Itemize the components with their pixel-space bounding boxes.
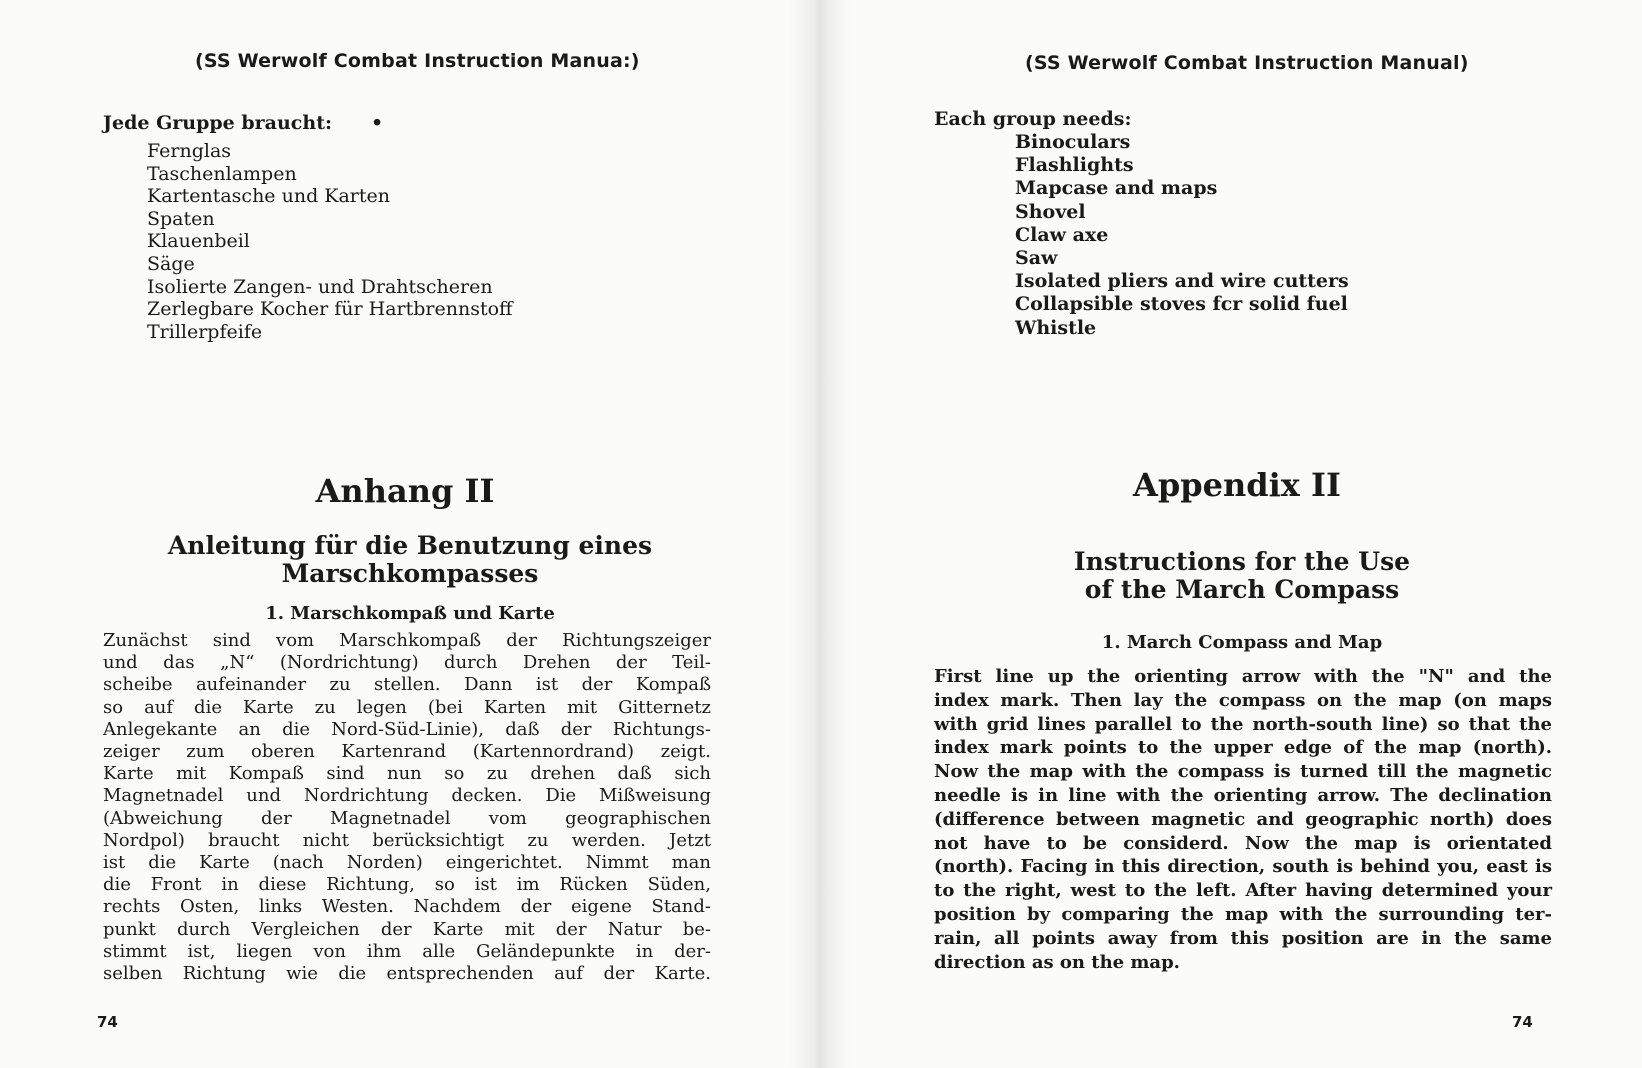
equipment-item: Isolated pliers and wire cutters: [1015, 270, 1349, 293]
needs-heading: Each group needs:: [934, 108, 1132, 130]
body-line: First line up the orienting arrow with the "N" and the: [934, 666, 1552, 687]
equipment-item: Whistle: [1015, 316, 1097, 339]
equipment-item: Claw axe: [1015, 223, 1109, 246]
body-line: rechts Osten, links Westen. Nachdem der eigene Stand-: [103, 896, 711, 918]
body-line: so auf die Karte zu legen (bei Karten mit Gitternetz: [103, 696, 711, 718]
body-line: Magnetnadel und Nordrichtung decken. Die Mißweisung: [103, 785, 711, 807]
needs-heading: Jede Gruppe braucht:: [103, 112, 332, 134]
equipment-item: Spaten: [147, 207, 215, 230]
body-line: (difference between magnetic and geographic north) does: [934, 808, 1552, 830]
body-line: Zunächst sind vom Marschkompaß der Richtungszeiger: [103, 630, 711, 651]
body-line: not have to be considerd. Now the map is orientated: [934, 832, 1552, 854]
body-line: Now the map with the compass is turned till the magnetic: [934, 761, 1552, 783]
appendix-title: Appendix II: [1133, 466, 1341, 504]
stray-mark: •: [371, 112, 384, 134]
subsection-title: 1. March Compass and Map: [1101, 632, 1383, 653]
equipment-item: Mapcase and maps: [1015, 177, 1218, 200]
section-title: [100, 532, 720, 588]
equipment-list: [147, 140, 513, 343]
equipment-item: Isolierte Zangen- und Drahtscheren: [147, 275, 493, 298]
body-line: Anlegekante an die Nord-Süd-Linie), daß der Richtungs-: [103, 718, 711, 740]
body-paragraph: [934, 665, 1552, 974]
equipment-item: Shovel: [1015, 200, 1086, 223]
body-line: selben Richtung wie die entsprechenden auf der Karte.: [103, 963, 711, 985]
body-line: und das „N“ (Nordrichtung) durch Drehen der Teil-: [103, 652, 711, 674]
body-line: zeiger zum oberen Kartenrand (Kartennordrand) zeigt.: [103, 741, 711, 763]
equipment-list: [1015, 131, 1349, 340]
body-line: index mark points to the upper edge of the map (north).: [934, 737, 1552, 759]
body-line: with grid lines parallel to the north-south line) so that the: [934, 713, 1552, 735]
page-number: 74: [97, 1013, 118, 1031]
equipment-item: Collapsible stoves fcr solid fuel: [1015, 293, 1348, 316]
equipment-item: Säge: [147, 252, 195, 275]
body-line: Karte mit Kompaß sind nun so zu drehen daß sich: [103, 763, 711, 785]
body-line: punkt durch Vergleichen der Karte mit der Natur be-: [103, 918, 711, 940]
body-line: needle is in line with the orienting arrow. The declination: [934, 784, 1552, 806]
equipment-item: Taschenlampen: [147, 162, 297, 185]
subsection-title: 1. Marschkompaß und Karte: [265, 603, 555, 624]
body-line: position by comparing the map with the surrounding ter-: [934, 903, 1552, 925]
body-line: die Front in diese Richtung, so ist im Rücken Süden,: [103, 874, 711, 896]
running-head: (SS Werwolf Combat Instruction Manual): [1025, 52, 1469, 74]
section-title-line: Instructions for the Use: [1073, 547, 1411, 576]
body-line: (Abweichung der Magnetnadel vom geographischen: [103, 807, 711, 829]
equipment-item: Flashlights: [1015, 154, 1134, 177]
body-line: scheibe aufeinander zu stellen. Dann ist der Kompaß: [103, 674, 711, 696]
equipment-item: Kartentasche und Karten: [147, 185, 390, 208]
equipment-item: Zerlegbare Kocher für Hartbrennstoff: [147, 298, 513, 321]
body-line: direction as on the map.: [934, 951, 1180, 973]
right-page: [842, 0, 1642, 1068]
body-line: to the right, west to the left. After having determined your: [934, 880, 1552, 902]
body-line: index mark. Then lay the compass on the map (on maps: [934, 689, 1552, 711]
equipment-item: Klauenbeil: [147, 230, 250, 253]
section-title-line: Marschkompasses: [281, 559, 539, 588]
body-line: rain, all points away from this position are in the same: [934, 927, 1552, 949]
page-number: 74: [1512, 1013, 1533, 1031]
body-line: ist die Karte (nach Norden) eingerichtet. Nimmt man: [103, 852, 711, 874]
body-paragraph: [103, 630, 711, 985]
body-line: Nordpol) braucht nicht berücksichtigt zu werden. Jetzt: [103, 829, 711, 851]
equipment-item: Fernglas: [147, 140, 232, 162]
section-title-line: of the March Compass: [1084, 575, 1400, 604]
left-page: [0, 0, 800, 1068]
body-line: (north). Facing in this direction, south is behind you, east is: [934, 856, 1552, 878]
equipment-item: Trillerpfeife: [147, 320, 263, 343]
equipment-item: Binoculars: [1015, 131, 1131, 153]
running-head: (SS Werwolf Combat Instruction Manua:): [195, 50, 640, 72]
equipment-item: Saw: [1015, 247, 1058, 270]
section-title-line: Anleitung für die Benutzung eines: [167, 531, 653, 560]
body-line: stimmt ist, liegen von ihm alle Geländepunkte in der-: [103, 940, 711, 962]
section-title: [912, 548, 1572, 604]
appendix-title: Anhang II: [315, 472, 495, 510]
